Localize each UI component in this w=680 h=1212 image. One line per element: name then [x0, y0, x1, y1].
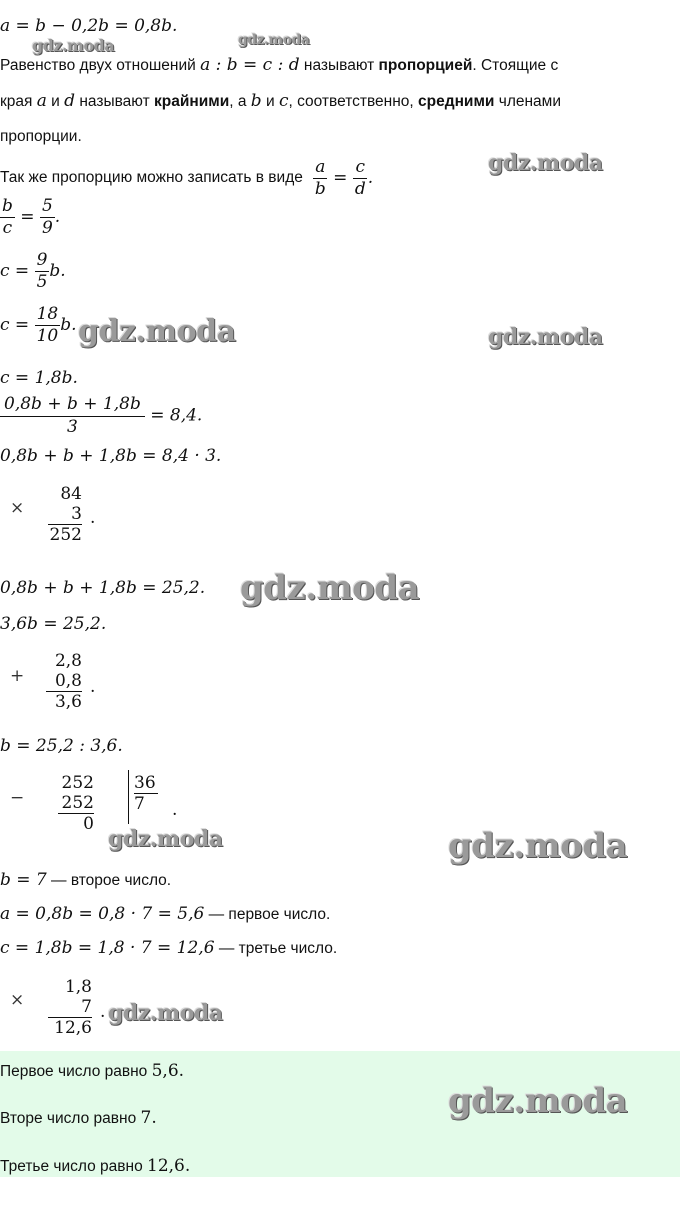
multiply-sign: × [10, 498, 25, 518]
answer-third: Третье число равно 12,6. [0, 1156, 191, 1176]
watermark: gdz.moda [488, 150, 603, 176]
equation-b-division: b = 25,2 : 3,6. [0, 736, 123, 756]
watermark: gdz.moda [108, 826, 223, 852]
watermark: gdz.moda [78, 314, 236, 349]
result-third: c = 1,8b = 1,8 · 7 = 12,6 — третье число. [0, 938, 338, 958]
proportion-form-line [0, 158, 373, 198]
proportion-form-text: Так же пропорцию можно записать в виде [0, 169, 303, 186]
equation-average: $\frac{0,8b + b + 1,8b}{3}$ = 8,4. [0, 396, 202, 436]
equation-3-6b: 3,6b = 25,2. [0, 614, 107, 634]
watermark: gdz.moda [238, 32, 310, 48]
calc-end-dot: . [172, 800, 178, 820]
column-addition: 2,8 0,8 3,6 [46, 651, 82, 712]
paragraph-line-1: Равенство двух отношений a : b = c : d называют пропорцией. Стоящие с [0, 55, 559, 75]
watermark: gdz.moda [448, 826, 628, 866]
minus-sign: − [10, 788, 25, 808]
paragraph-line-2: края a и d называют крайними, а b и c, соответственно, средними членами [0, 91, 561, 111]
column-multiplication-2: 1,8 7 12,6 [48, 977, 92, 1038]
equation-b-over-c: $\frac{b}{c}$ = $\frac{5}{9}$ . [2, 196, 61, 238]
multiply-sign: × [10, 990, 25, 1010]
calc-end-dot: . [90, 677, 96, 697]
equation-a: a = b − 0,2b = 0,8b. [0, 16, 178, 36]
equation-c-9-5: c = $\frac{9}{5}$ b. [0, 250, 66, 292]
long-division: 252 252 0 [58, 773, 94, 834]
watermark: gdz.moda [108, 1000, 223, 1026]
equation-c-18-10: c = $\frac{18}{10}$ b. [0, 304, 77, 346]
answer-first: Первое число равно 5,6. [0, 1061, 185, 1081]
result-second: b = 7 — второе число. [0, 870, 172, 890]
division-result: 36 7 [134, 773, 158, 814]
watermark: gdz.moda [240, 568, 420, 608]
watermark: gdz.moda [32, 36, 115, 55]
watermark: gdz.moda [488, 324, 603, 350]
equation-sum-25-2: 0,8b + b + 1,8b = 25,2. [0, 578, 206, 598]
column-multiplication-1: 84 3 252 [49, 484, 82, 545]
watermark: gdz.moda [448, 1081, 628, 1121]
equation-c-1-8b: c = 1,8b. [0, 368, 78, 388]
division-bracket [128, 770, 129, 824]
equation-times-3: 0,8b + b + 1,8b = 8,4 · 3. [0, 446, 222, 466]
result-first: a = 0,8b = 0,8 · 7 = 5,6 — первое число. [0, 904, 331, 924]
paragraph-line-3: пропорции. [0, 128, 82, 145]
calc-end-dot: . [100, 1002, 106, 1022]
proportion-formula: $\frac{a}{b}$ = $\frac{c}{d}$ . [314, 156, 374, 199]
plus-sign: + [10, 666, 25, 686]
calc-end-dot: . [90, 508, 96, 528]
answer-block [0, 1051, 680, 1177]
answer-second: Вторе число равно 7. [0, 1108, 157, 1128]
